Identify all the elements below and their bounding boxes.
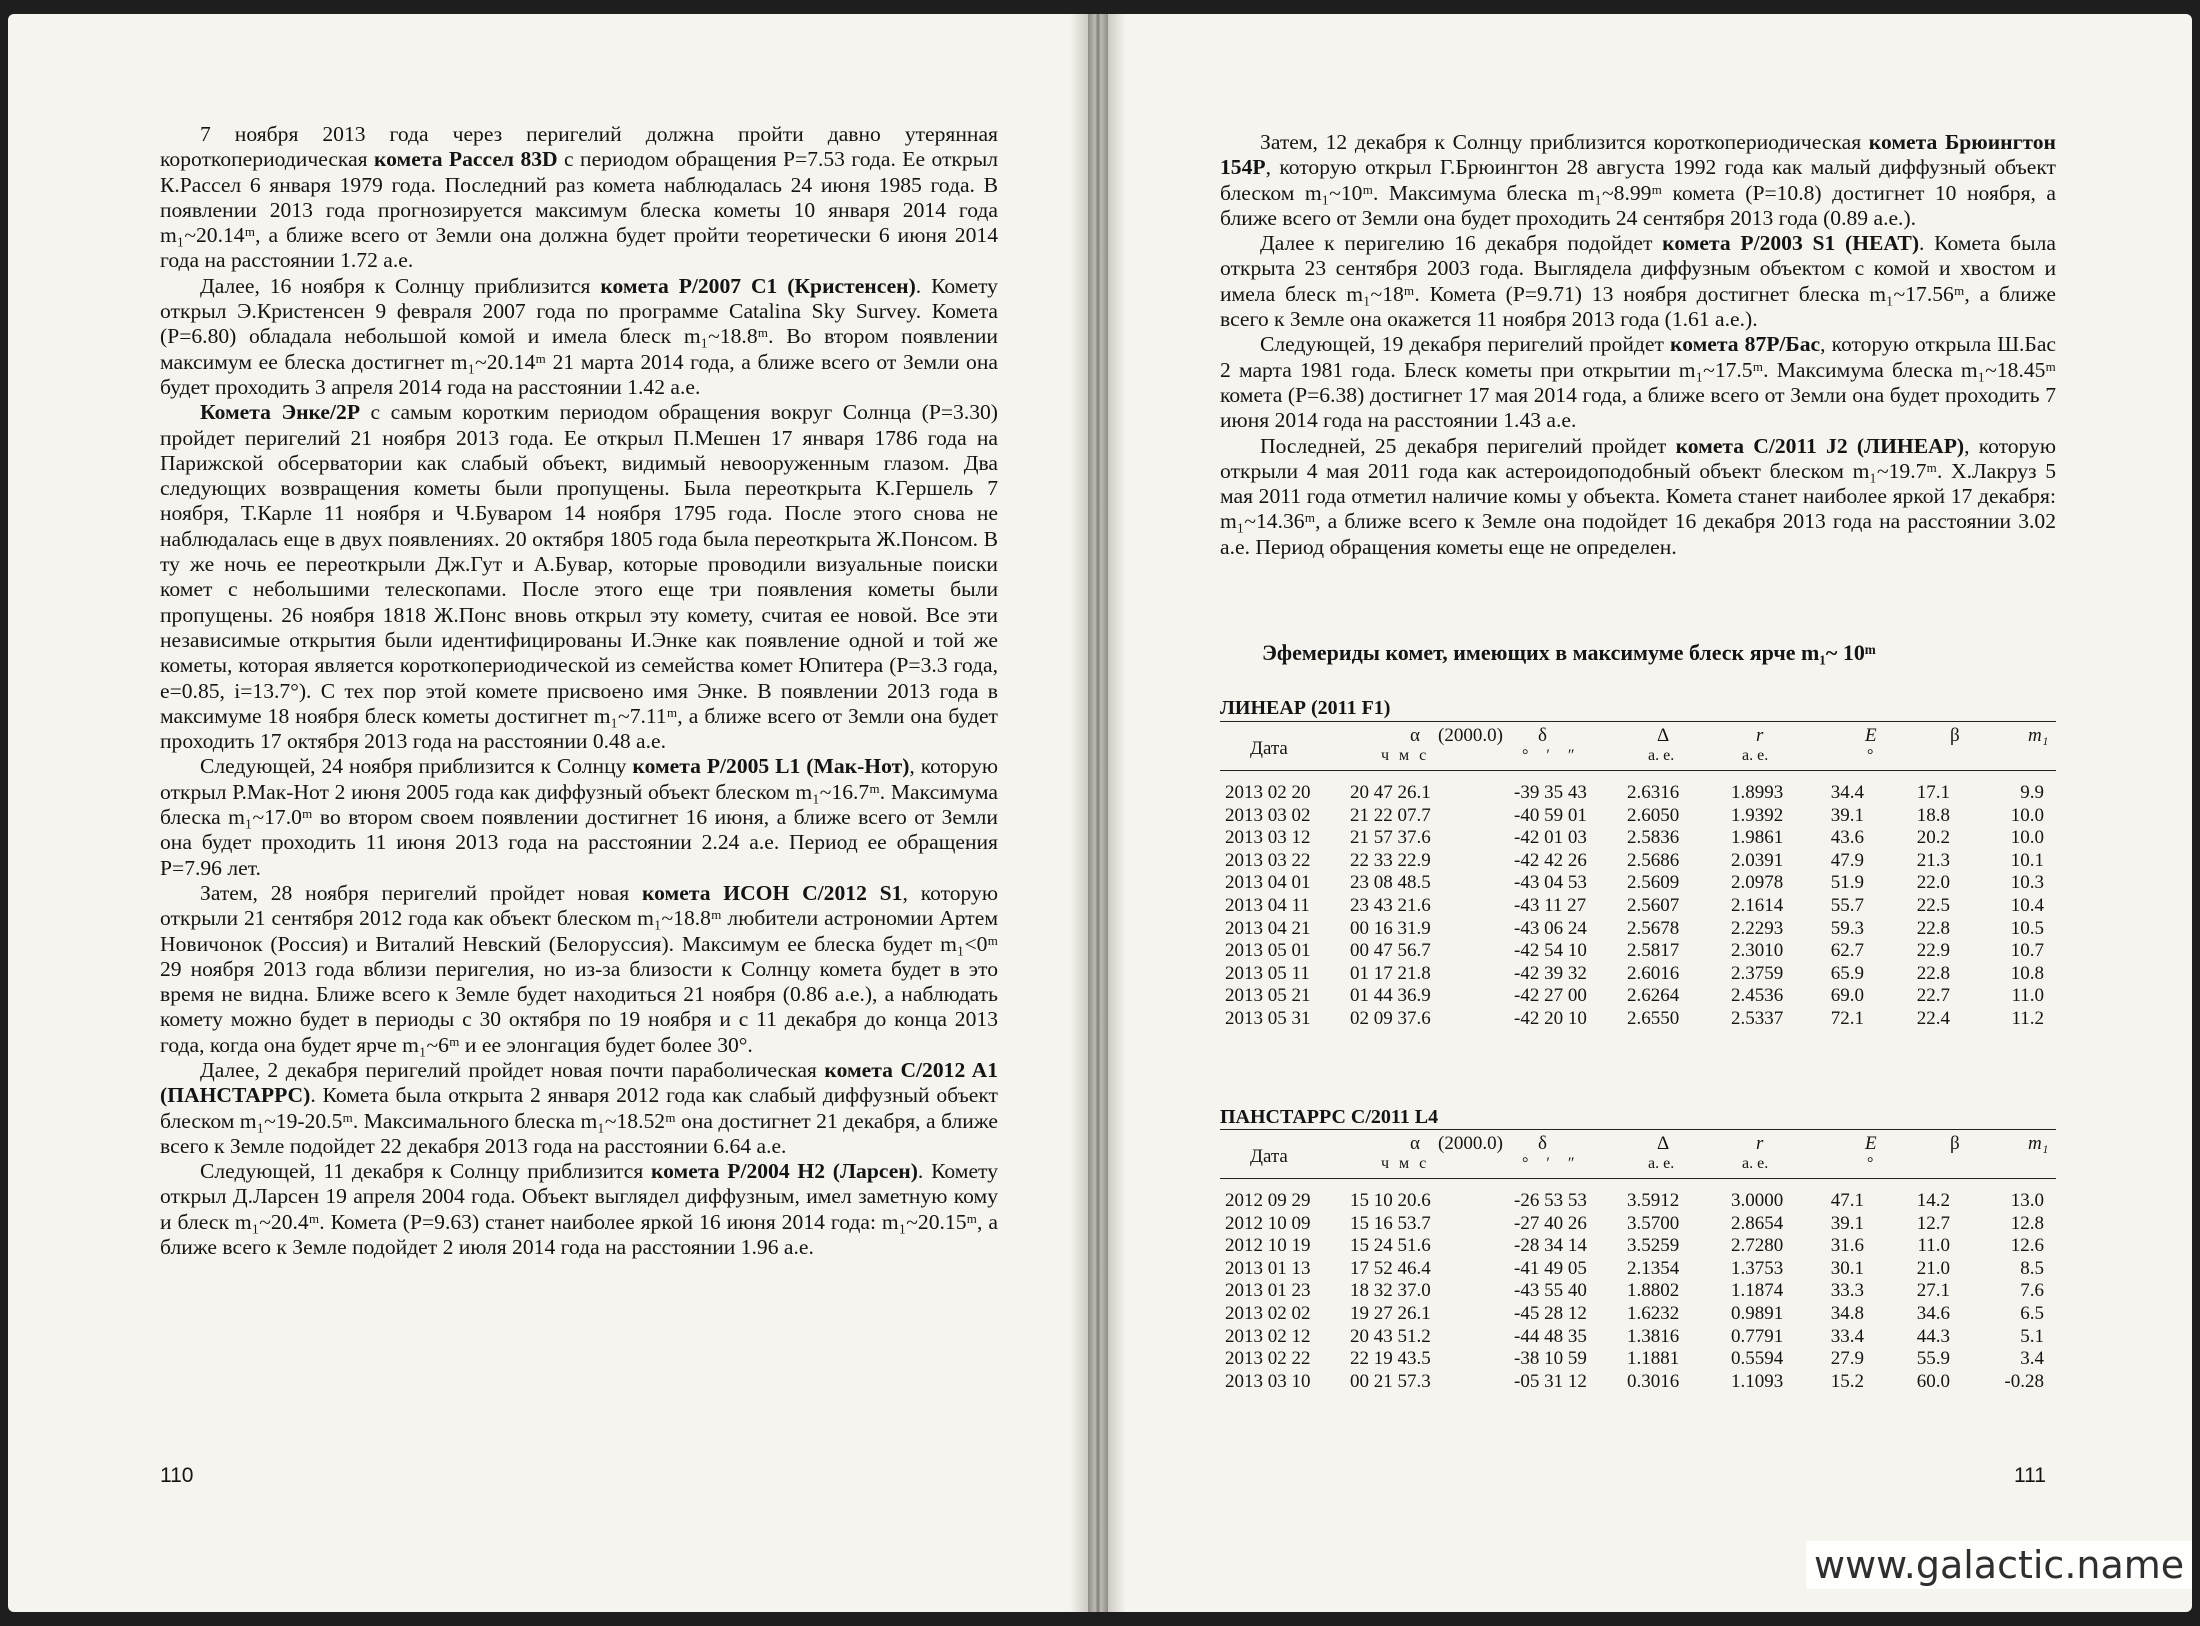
column-header-m: m₁ bbox=[2028, 725, 2049, 746]
table-row bbox=[1220, 850, 2056, 873]
cell-earth-distance: 2.5836 bbox=[1627, 827, 1680, 849]
cell-earth-distance: 1.3816 bbox=[1627, 1325, 1680, 1347]
text-run: . Комета была открыта 23 сентября 2003 года. Выглядела диффузным объектом с комой и хвостом и имела блеск m₁~18ᵐ. Комета (P=9.71) 13 ноября достигнет блеска m₁~17.56ᵐ, а ближе всего к Земле она окажется 11 ноября 2013 года (1.61 а.е.). bbox=[1220, 231, 2056, 332]
table-row bbox=[1220, 872, 2056, 895]
text-run: , которую открыл Р.Мак-Нот 2 июня 2005 года как диффузный объект блеском m₁~16.7ᵐ. Максимума блеска m₁~17.0ᵐ во втором своем появлении достигнет 16 июня, а ближе всего от Земли она будет проходить 11 июня 2013 года на расстоянии 2.24 а.е. Период ее обращения P=7.96 лет. bbox=[160, 754, 999, 880]
comet-name: комета Рассел 83D bbox=[374, 147, 558, 172]
column-header-dms: ° ′ ″ bbox=[1522, 747, 1575, 764]
cell-right-ascension: 22 19 43.5 bbox=[1350, 1348, 1431, 1370]
table-row bbox=[1220, 1348, 2056, 1371]
paragraph bbox=[1220, 130, 2056, 231]
cell-sun-distance: 2.5337 bbox=[1731, 1007, 1784, 1029]
column-header-delta: δ bbox=[1538, 725, 1547, 746]
cell-right-ascension: 15 24 51.6 bbox=[1350, 1235, 1431, 1257]
paragraph bbox=[160, 274, 998, 400]
cell-earth-distance: 2.5686 bbox=[1627, 849, 1680, 871]
cell-date: 2013 05 11 bbox=[1225, 962, 1310, 984]
text-run: с периодом обращения P=7.53 года. Ее открыл К.Рассел 6 января 1979 года. Последний раз комета наблюдалась 24 июня 1985 года. В появлении 2013 года прогнозируется максимум блеска кометы 10 января 2014 года m₁~20.14ᵐ, а ближе всего от Земли она должна будет пройти теоретически 6 июня 2014 года на расстоянии 1.72 а.е. bbox=[160, 147, 998, 273]
column-header-au1: а. е. bbox=[1648, 747, 1675, 764]
cell-phase-angle: 34.6 bbox=[1916, 1302, 1950, 1324]
cell-sun-distance: 1.1093 bbox=[1731, 1370, 1784, 1392]
cell-elongation: 62.7 bbox=[1830, 940, 1864, 962]
cell-elongation: 43.6 bbox=[1830, 827, 1864, 849]
cell-right-ascension: 00 47 56.7 bbox=[1350, 940, 1431, 962]
column-header-delta: Δ bbox=[1657, 1133, 1670, 1154]
comet-name: комета P/2005 L1 (Мак-Нот) bbox=[632, 754, 910, 779]
table-header bbox=[1220, 1130, 2056, 1178]
cell-declination: -26 53 53 bbox=[1514, 1190, 1587, 1211]
column-header-r: r bbox=[1756, 725, 1764, 746]
cell-magnitude: 9.9 bbox=[2020, 782, 2044, 803]
cell-phase-angle: 22.9 bbox=[1916, 940, 1950, 962]
cell-phase-angle: 12.7 bbox=[1916, 1212, 1950, 1234]
comet-name: комета Брюингтон 154P bbox=[1220, 130, 2056, 180]
cell-right-ascension: 01 17 21.8 bbox=[1350, 962, 1431, 984]
column-header-e: E bbox=[1865, 1133, 1877, 1154]
cell-earth-distance: 1.8802 bbox=[1627, 1280, 1680, 1302]
column-header-delta: δ bbox=[1538, 1133, 1547, 1154]
cell-earth-distance: 2.5817 bbox=[1627, 940, 1680, 962]
text-run: с самым коротким периодом обращения вокруг Солнца (P=3.30) пройдет перигелий 21 ноября 2013 года. Ее открыл П.Мешен 17 января 1786 года на Парижской обсерватории как слабый объект, видимый невооруженным глазом. Два следующих возвращения кометы были пропущены. Была переоткрыта К.Гершель 7 ноября, Т.Карле 11 ноября и Ч.Буваром 14 ноября 1795 года. После этого снова не наблюдалась еще в двух появлениях. 20 октября 1805 года была переоткрыта Ж.Понсом. В ту же ночь ее переоткрыли Дж.Гут и А.Бувар, которые проводили визуальные поиски комет с небольшими телескопами. После этого еще три появления кометы были пропущены. 26 ноября 1818 Ж.Понс вновь открыл эту комету, считая ее новой. Все эти независимые открытия были идентифицированы И.Энке как появление одной и той же кометы, которая является короткопериодической из семейства комет Юпитера (P=3.3 года, e=0.85, i=13.7°). С тех пор этой комете присвоено имя Энке. В появлении 2013 года в максимуме 18 ноября блеск кометы достигнет m₁~7.11ᵐ, а ближе всего от Земли она будет проходить 17 октября 2013 года на расстоянии 0.48 а.е. bbox=[160, 400, 998, 754]
cell-declination: -42 27 00 bbox=[1514, 985, 1587, 1007]
cell-right-ascension: 23 08 48.5 bbox=[1350, 872, 1431, 894]
cell-magnitude: 10.0 bbox=[2010, 827, 2044, 849]
ephemeris-title: Эфемериды комет, имеющих в максимуме блеск ярче m₁~ 10ᵐ bbox=[1262, 640, 1876, 665]
cell-phase-angle: 27.1 bbox=[1916, 1280, 1950, 1302]
column-header-au2: а. е. bbox=[1742, 747, 1769, 764]
cell-elongation: 15.2 bbox=[1830, 1370, 1864, 1392]
comet-name: Комета Энке/2P bbox=[200, 400, 361, 425]
table-caption-linear: ЛИНЕАР (2011 F1) bbox=[1220, 697, 1391, 719]
cell-right-ascension: 18 32 37.0 bbox=[1350, 1280, 1431, 1302]
cell-earth-distance: 1.1881 bbox=[1627, 1348, 1680, 1370]
cell-right-ascension: 20 47 26.1 bbox=[1350, 782, 1431, 803]
cell-earth-distance: 2.5607 bbox=[1627, 894, 1680, 916]
cell-date: 2012 09 29 bbox=[1225, 1190, 1311, 1211]
column-header-alpha: α bbox=[1410, 1133, 1420, 1154]
paragraph bbox=[160, 400, 998, 754]
column-header-au2: а. е. bbox=[1742, 1155, 1769, 1172]
cell-sun-distance: 2.1614 bbox=[1731, 894, 1784, 916]
cell-earth-distance: 2.6050 bbox=[1627, 804, 1680, 826]
cell-magnitude: 10.4 bbox=[2010, 894, 2044, 916]
table-header bbox=[1220, 722, 2056, 770]
column-header-r: r bbox=[1756, 1133, 1764, 1154]
cell-magnitude: 5.1 bbox=[2020, 1325, 2044, 1347]
ephemeris-table-panstarrs bbox=[1220, 1129, 2056, 1393]
cell-sun-distance: 1.8993 bbox=[1731, 782, 1784, 803]
table-row bbox=[1220, 1303, 2056, 1326]
cell-date: 2013 05 21 bbox=[1225, 985, 1311, 1007]
page-number-left: 110 bbox=[160, 1464, 194, 1487]
text-run: , которую открыла Ш.Бас 2 марта 1981 года. Блеск кометы при открытии m₁~17.5ᵐ. Максимума блеска m₁~18.45ᵐ комета (P=6.38) достигнет 17 мая 2014 года, а ближе всего от Земли она будет проходить 7 июня 2014 года на расстоянии 1.43 а.е. bbox=[1220, 332, 2056, 433]
cell-declination: -42 01 03 bbox=[1514, 827, 1587, 849]
left-page-text bbox=[160, 122, 998, 1260]
cell-date: 2013 01 13 bbox=[1225, 1257, 1311, 1279]
cell-magnitude: 11.0 bbox=[2011, 985, 2044, 1007]
cell-phase-angle: 44.3 bbox=[1916, 1325, 1950, 1347]
cell-right-ascension: 19 27 26.1 bbox=[1350, 1302, 1431, 1324]
cell-right-ascension: 00 21 57.3 bbox=[1350, 1370, 1431, 1392]
cell-magnitude: 8.5 bbox=[2020, 1257, 2044, 1279]
table-row bbox=[1220, 963, 2056, 986]
ephemeris-table-linear bbox=[1220, 721, 2056, 1031]
text-run: Далее к перигелию 16 декабря подойдет bbox=[1260, 231, 1663, 256]
cell-earth-distance: 2.6264 bbox=[1627, 985, 1680, 1007]
cell-date: 2012 10 19 bbox=[1225, 1235, 1311, 1257]
cell-earth-distance: 2.6016 bbox=[1627, 962, 1680, 984]
cell-declination: -44 48 35 bbox=[1514, 1325, 1587, 1347]
table-row bbox=[1220, 1008, 2056, 1031]
cell-elongation: 51.9 bbox=[1830, 872, 1864, 894]
cell-earth-distance: 3.5912 bbox=[1627, 1190, 1680, 1211]
table-row bbox=[1220, 1190, 2056, 1213]
table-row bbox=[1220, 1326, 2056, 1349]
comet-name: комета ИСОН C/2012 S1 bbox=[641, 880, 903, 905]
paragraph bbox=[160, 122, 998, 274]
cell-date: 2013 03 22 bbox=[1225, 849, 1311, 871]
cell-earth-distance: 3.5259 bbox=[1627, 1235, 1680, 1257]
cell-phase-angle: 20.2 bbox=[1916, 827, 1950, 849]
cell-magnitude: -0.28 bbox=[2004, 1370, 2044, 1392]
comet-name: комета 87P/Бас bbox=[1670, 332, 1821, 357]
cell-earth-distance: 3.5700 bbox=[1627, 1212, 1680, 1234]
cell-declination: -42 20 10 bbox=[1514, 1007, 1587, 1029]
cell-magnitude: 3.4 bbox=[2020, 1348, 2044, 1370]
paragraph bbox=[160, 754, 998, 880]
cell-right-ascension: 22 33 22.9 bbox=[1350, 849, 1431, 871]
cell-sun-distance: 1.3753 bbox=[1731, 1257, 1784, 1279]
cell-right-ascension: 02 09 37.6 bbox=[1350, 1007, 1431, 1029]
cell-phase-angle: 22.7 bbox=[1916, 985, 1950, 1007]
cell-phase-angle: 22.8 bbox=[1916, 917, 1950, 939]
table-row bbox=[1220, 827, 2056, 850]
cell-date: 2013 02 22 bbox=[1225, 1348, 1311, 1370]
cell-elongation: 27.9 bbox=[1830, 1348, 1864, 1370]
table-row bbox=[1220, 1235, 2056, 1258]
cell-declination: -42 39 32 bbox=[1514, 962, 1587, 984]
table-row bbox=[1220, 1213, 2056, 1236]
column-header-deg: ° bbox=[1867, 1155, 1874, 1172]
cell-phase-angle: 60.0 bbox=[1916, 1370, 1950, 1392]
cell-right-ascension: 23 43 21.6 bbox=[1350, 894, 1431, 916]
cell-sun-distance: 2.3759 bbox=[1731, 962, 1784, 984]
book-gutter bbox=[1070, 14, 1126, 1612]
table-row bbox=[1220, 985, 2056, 1008]
cell-date: 2013 02 12 bbox=[1225, 1325, 1311, 1347]
cell-elongation: 33.3 bbox=[1830, 1280, 1864, 1302]
column-header-alpha: α bbox=[1410, 725, 1420, 746]
page-number-right: 111 bbox=[2014, 1464, 2046, 1487]
text-run: 7 ноября 2013 года через перигелий должна пройти давно утерянная короткопериодическая bbox=[160, 122, 998, 172]
table-row bbox=[1220, 918, 2056, 941]
cell-date: 2012 10 09 bbox=[1225, 1212, 1311, 1234]
cell-sun-distance: 0.9891 bbox=[1731, 1302, 1784, 1324]
column-header-dms: ° ′ ″ bbox=[1522, 1155, 1575, 1172]
cell-elongation: 69.0 bbox=[1830, 985, 1864, 1007]
cell-elongation: 33.4 bbox=[1830, 1325, 1864, 1347]
column-header-e: E bbox=[1865, 725, 1877, 746]
cell-elongation: 59.3 bbox=[1830, 917, 1864, 939]
cell-date: 2013 05 31 bbox=[1225, 1007, 1311, 1029]
table-row bbox=[1220, 1280, 2056, 1303]
cell-sun-distance: 0.7791 bbox=[1731, 1325, 1784, 1347]
text-run: . Комету открыл Д.Ларсен 19 апреля 2004 года. Объект выглядел диффузным, имел заметную кому и блеск m₁~20.4ᵐ. Комета (P=9.63) станет наиболее яркой 16 июня 2014 года: m₁~20.15ᵐ, а ближе всего к Земле подойдет 2 июля 2014 года на расстоянии 1.96 а.е. bbox=[160, 1159, 998, 1260]
paragraph bbox=[1220, 231, 2056, 332]
paragraph bbox=[160, 1159, 998, 1260]
text-run: , которую открыли 4 мая 2011 года как астероидоподобный объект блеском m₁~19.7ᵐ. Х.Лакруз 5 мая 2011 года отметил наличие комы у объекта. Комета станет наиболее яркой 17 декабря: m₁~14.36ᵐ, а ближе всего к Земле она подойдет 16 декабря 2013 года на расстоянии 3.02 а.е. Период обращения кометы еще не определен. bbox=[1220, 433, 2057, 559]
cell-declination: -05 31 12 bbox=[1514, 1370, 1587, 1392]
cell-phase-angle: 21.3 bbox=[1916, 849, 1950, 871]
cell-declination: -27 40 26 bbox=[1514, 1212, 1587, 1234]
cell-declination: -43 04 53 bbox=[1514, 872, 1587, 894]
cell-magnitude: 10.3 bbox=[2010, 872, 2044, 894]
table-row bbox=[1220, 1371, 2056, 1394]
cell-earth-distance: 0.3016 bbox=[1627, 1370, 1680, 1392]
paragraph bbox=[1220, 332, 2056, 433]
comet-name: комета C/2011 J2 (ЛИНЕАР) bbox=[1675, 433, 1965, 458]
column-header-epoch: (2000.0) bbox=[1438, 725, 1503, 746]
column-header-date: Дата bbox=[1250, 738, 1288, 759]
cell-phase-angle: 22.4 bbox=[1916, 1007, 1950, 1029]
cell-earth-distance: 2.6550 bbox=[1627, 1007, 1680, 1029]
cell-magnitude: 10.1 bbox=[2010, 849, 2044, 871]
cell-phase-angle: 11.0 bbox=[1917, 1235, 1950, 1257]
cell-declination: -40 59 01 bbox=[1514, 804, 1587, 826]
cell-sun-distance: 2.4536 bbox=[1731, 985, 1784, 1007]
text-run: . Комету открыл Э.Кристенсен 9 февраля 2007 года по программе Catalina Sky Survey. Комета (P=6.80) обладала небольшой комой и имела блеск m₁~18.8ᵐ. Во втором появлении максимум ее блеска достигнет m₁~20.14ᵐ 21 марта 2014 года, а ближе всего от Земли она будет проходить 3 апреля 2014 года на расстоянии 1.42 а.е. bbox=[160, 273, 998, 399]
cell-date: 2013 03 10 bbox=[1225, 1370, 1311, 1392]
cell-declination: -39 35 43 bbox=[1514, 782, 1587, 803]
cell-elongation: 39.1 bbox=[1830, 804, 1864, 826]
cell-date: 2013 04 11 bbox=[1225, 894, 1310, 916]
cell-elongation: 65.9 bbox=[1830, 962, 1864, 984]
cell-date: 2013 04 21 bbox=[1225, 917, 1311, 939]
paragraph bbox=[160, 881, 998, 1058]
column-header-hms: ч м с bbox=[1381, 1155, 1427, 1172]
cell-right-ascension: 21 22 07.7 bbox=[1350, 804, 1431, 826]
column-header-deg: ° bbox=[1867, 747, 1874, 764]
cell-magnitude: 11.2 bbox=[2011, 1007, 2044, 1029]
cell-right-ascension: 15 10 20.6 bbox=[1350, 1190, 1431, 1211]
text-run: Затем, 28 ноября перигелий пройдет новая bbox=[200, 880, 642, 905]
watermark-url: www.galactic.name bbox=[1806, 1541, 2192, 1589]
cell-earth-distance: 2.5678 bbox=[1627, 917, 1680, 939]
cell-earth-distance: 2.5609 bbox=[1627, 872, 1680, 894]
cell-earth-distance: 2.6316 bbox=[1627, 782, 1680, 803]
cell-right-ascension: 17 52 46.4 bbox=[1350, 1257, 1431, 1279]
cell-magnitude: 7.6 bbox=[2020, 1280, 2044, 1302]
cell-right-ascension: 01 44 36.9 bbox=[1350, 985, 1431, 1007]
cell-magnitude: 6.5 bbox=[2020, 1302, 2044, 1324]
column-header-au1: а. е. bbox=[1648, 1155, 1675, 1172]
column-header-beta: β bbox=[1950, 1133, 1960, 1154]
cell-magnitude: 13.0 bbox=[2010, 1190, 2044, 1211]
comet-name: комета P/2007 C1 (Кристенсен) bbox=[600, 273, 916, 298]
cell-elongation: 55.7 bbox=[1830, 894, 1864, 916]
cell-date: 2013 03 12 bbox=[1225, 827, 1311, 849]
right-page-text bbox=[1220, 130, 2056, 560]
text-run: , которую открыл Г.Брюингтон 28 августа 1992 года как малый диффузный объект блеском m₁~10ᵐ. Максимума блеска m₁~8.99ᵐ комета (P=10.8) достигнет 10 ноября, а ближе всего от Земли она будет проходить 24 сентября 2013 года (0.89 а.е.). bbox=[1220, 155, 2056, 230]
cell-date: 2013 03 02 bbox=[1225, 804, 1311, 826]
cell-declination: -42 42 26 bbox=[1514, 849, 1587, 871]
cell-magnitude: 10.5 bbox=[2010, 917, 2044, 939]
cell-elongation: 34.4 bbox=[1830, 782, 1864, 803]
text-run: Последней, 25 декабря перигелий пройдет bbox=[1260, 433, 1676, 458]
cell-phase-angle: 55.9 bbox=[1916, 1348, 1950, 1370]
cell-right-ascension: 21 57 37.6 bbox=[1350, 827, 1431, 849]
cell-date: 2013 01 23 bbox=[1225, 1280, 1311, 1302]
cell-phase-angle: 18.8 bbox=[1916, 804, 1950, 826]
cell-sun-distance: 2.8654 bbox=[1731, 1212, 1784, 1234]
text-run: . Комета была открыта 2 января 2012 года как слабый диффузный объект блеском m₁~19-20.5ᵐ. Максимального блеска m₁~18.52ᵐ она достигнет 21 декабря, а ближе всего к Земле подойдет 22 декабря 2013 года на расстоянии 6.64 а.е. bbox=[160, 1083, 998, 1158]
cell-right-ascension: 20 43 51.2 bbox=[1350, 1325, 1431, 1347]
cell-right-ascension: 00 16 31.9 bbox=[1350, 917, 1431, 939]
cell-magnitude: 10.8 bbox=[2010, 962, 2044, 984]
cell-elongation: 31.6 bbox=[1830, 1235, 1864, 1257]
cell-declination: -43 11 27 bbox=[1514, 894, 1587, 916]
table-row bbox=[1220, 940, 2056, 963]
cell-phase-angle: 14.2 bbox=[1916, 1190, 1950, 1211]
cell-sun-distance: 1.9861 bbox=[1731, 827, 1784, 849]
cell-elongation: 39.1 bbox=[1830, 1212, 1864, 1234]
cell-date: 2013 02 02 bbox=[1225, 1302, 1311, 1324]
table-row bbox=[1220, 782, 2056, 805]
comet-name: комета P/2004 H2 (Ларсен) bbox=[651, 1159, 918, 1184]
table-caption-panstarrs: ПАНСТАРРС C/2011 L4 bbox=[1220, 1106, 1439, 1128]
cell-phase-angle: 22.8 bbox=[1916, 962, 1950, 984]
cell-declination: -41 49 05 bbox=[1514, 1257, 1587, 1279]
table-body bbox=[1220, 1179, 2056, 1393]
column-header-beta: β bbox=[1950, 725, 1960, 746]
column-header-epoch: (2000.0) bbox=[1438, 1133, 1503, 1154]
paragraph bbox=[160, 1058, 998, 1159]
text-run: Затем, 12 декабря к Солнцу приблизится короткопериодическая bbox=[1260, 130, 1869, 154]
cell-earth-distance: 2.1354 bbox=[1627, 1257, 1680, 1279]
cell-phase-angle: 21.0 bbox=[1916, 1257, 1950, 1279]
cell-date: 2013 05 01 bbox=[1225, 940, 1311, 962]
text-run: Далее, 16 ноября к Солнцу приблизится bbox=[200, 273, 601, 298]
table-row bbox=[1220, 895, 2056, 918]
cell-phase-angle: 17.1 bbox=[1916, 782, 1950, 803]
cell-elongation: 72.1 bbox=[1830, 1007, 1864, 1029]
cell-sun-distance: 2.7280 bbox=[1731, 1235, 1784, 1257]
cell-date: 2013 02 20 bbox=[1225, 782, 1311, 803]
cell-declination: -42 54 10 bbox=[1514, 940, 1587, 962]
cell-elongation: 30.1 bbox=[1830, 1257, 1864, 1279]
comet-name: комета C/2012 A1 (ПАНСТАРРС) bbox=[160, 1057, 998, 1108]
cell-phase-angle: 22.0 bbox=[1916, 872, 1950, 894]
cell-elongation: 47.9 bbox=[1830, 849, 1864, 871]
cell-declination: -45 28 12 bbox=[1514, 1302, 1587, 1324]
column-header-m: m₁ bbox=[2028, 1133, 2049, 1154]
text-run: , которую открыли 21 сентября 2012 года как объект блеском m₁~18.8ᵐ любители астрономии Артем Новичонок (Россия) и Виталий Невский (Белоруссия). Максимум ее блеска будет m₁<0ᵐ 29 ноября 2013 года вблизи перигелия, но из-за близости к Солнцу комета будет в это время не видна. Ближе всего к Земле будет находиться 21 ноября (0.86 а.е.), а наблюдать комету можно будет в периоды с 30 октября по 19 ноября и с 11 декабря до конца 2013 года, когда она будет ярче m₁~6ᵐ и ее элонгация будет более 30°. bbox=[160, 880, 998, 1057]
paragraph bbox=[1220, 434, 2056, 560]
cell-sun-distance: 1.1874 bbox=[1731, 1280, 1784, 1302]
text-run: Следующей, 19 декабря перигелий пройдет bbox=[1260, 332, 1671, 357]
cell-declination: -43 55 40 bbox=[1514, 1280, 1587, 1302]
text-run: Следующей, 11 декабря к Солнцу приблизится bbox=[200, 1159, 652, 1184]
table-row bbox=[1220, 1258, 2056, 1281]
cell-sun-distance: 2.0978 bbox=[1731, 872, 1784, 894]
column-header-delta: Δ bbox=[1657, 725, 1670, 746]
text-run: Далее, 2 декабря перигелий пройдет новая почти параболическая bbox=[200, 1057, 825, 1082]
table-body bbox=[1220, 771, 2056, 1031]
cell-magnitude: 10.7 bbox=[2010, 940, 2044, 962]
cell-earth-distance: 1.6232 bbox=[1627, 1302, 1680, 1324]
cell-sun-distance: 0.5594 bbox=[1731, 1348, 1784, 1370]
cell-declination: -28 34 14 bbox=[1514, 1235, 1587, 1257]
column-header-date: Дата bbox=[1250, 1146, 1288, 1167]
cell-declination: -43 06 24 bbox=[1514, 917, 1587, 939]
cell-sun-distance: 2.3010 bbox=[1731, 940, 1784, 962]
comet-name: комета P/2003 S1 (HEAT) bbox=[1662, 231, 1920, 256]
cell-sun-distance: 3.0000 bbox=[1731, 1190, 1784, 1211]
table-row bbox=[1220, 805, 2056, 828]
cell-magnitude: 12.6 bbox=[2010, 1235, 2044, 1257]
cell-declination: -38 10 59 bbox=[1514, 1348, 1587, 1370]
cell-magnitude: 10.0 bbox=[2010, 804, 2044, 826]
cell-sun-distance: 1.9392 bbox=[1731, 804, 1784, 826]
cell-elongation: 47.1 bbox=[1830, 1190, 1864, 1211]
cell-phase-angle: 22.5 bbox=[1916, 894, 1950, 916]
cell-right-ascension: 15 16 53.7 bbox=[1350, 1212, 1431, 1234]
cell-date: 2013 04 01 bbox=[1225, 872, 1311, 894]
column-header-hms: ч м с bbox=[1381, 747, 1427, 764]
cell-magnitude: 12.8 bbox=[2010, 1212, 2044, 1234]
cell-sun-distance: 2.0391 bbox=[1731, 849, 1784, 871]
cell-elongation: 34.8 bbox=[1830, 1302, 1864, 1324]
cell-sun-distance: 2.2293 bbox=[1731, 917, 1784, 939]
text-run: Следующей, 24 ноября приблизится к Солнцу bbox=[200, 754, 633, 779]
